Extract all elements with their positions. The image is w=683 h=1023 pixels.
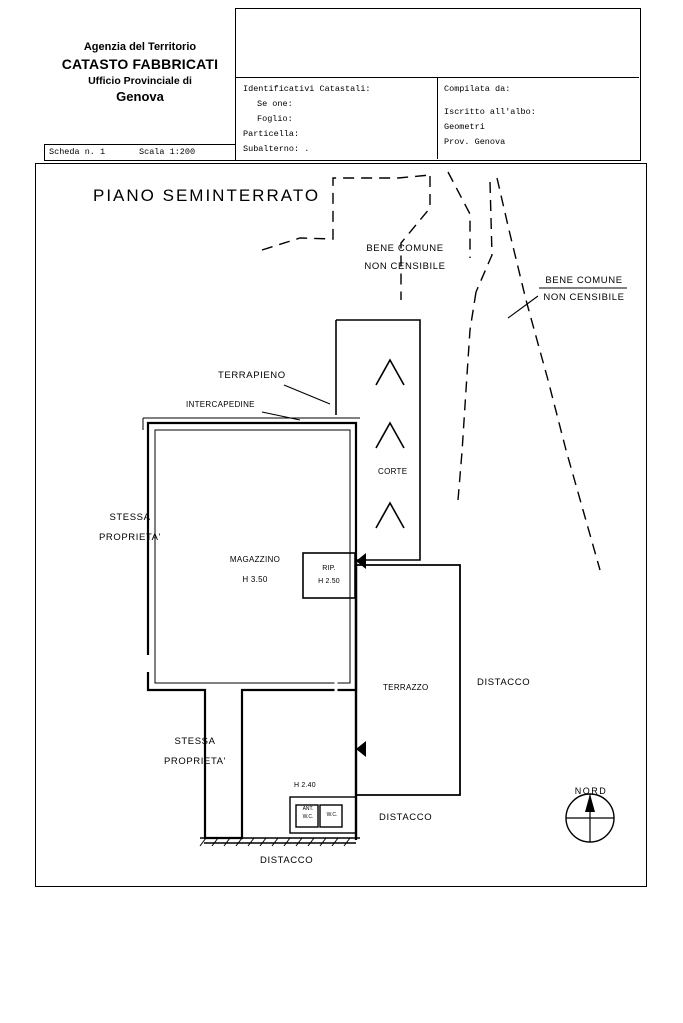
stessa-proprieta-1-line1: STESSA [109,512,151,523]
terrazzo-outline [356,565,460,795]
scala-value: Scala 1:200 [139,147,196,157]
distacco-bottom-right-label: DISTACCO [379,812,433,823]
wc-right-label: W.C. [326,812,338,818]
terrazzo-label: TERRAZZO [383,683,429,692]
terrapieno-label: TERRAPIENO [218,370,286,381]
intercapedine-lines [143,418,360,683]
office-label: Ufficio Provinciale di [88,74,192,87]
distacco-bottom-label: DISTACCO [260,855,314,866]
stessa-proprieta-label-2 [140,736,250,767]
stessa-proprieta-label-1 [75,512,185,543]
catasto-title: CATASTO FABBRICATI [61,55,219,72]
stessa-proprieta-2-line2: PROPRIETA' [163,756,226,767]
distacco-right-label: DISTACCO [477,677,531,688]
bene-comune-label-1 [350,243,460,272]
bene-comune-1-line2: NON CENSIBILE [364,261,446,272]
sezione-label: Se one: [257,98,293,109]
subalterno-label: Subalterno: . [243,143,310,154]
particella-label: Particella: [243,128,300,139]
iscritto-albo-label: Iscritto all'albo: [444,106,536,117]
magazzino-door-openings [148,655,336,694]
stessa-proprieta-2-line1: STESSA [174,736,216,747]
nord-label: NORD [574,786,608,796]
corte-slope-chevrons [376,360,404,528]
scheda-number: Scheda n. 1 [49,147,106,157]
boundary-dashed-lines [262,172,600,570]
rip-height: H 2.50 [318,578,340,585]
magazzino-height: H 3.50 [242,575,268,584]
bene-comune-1-line1: BENE COMUNE [366,243,444,254]
plan-title: PIANO SEMINTERRATO [93,186,321,205]
intercapedine-label: INTERCAPEDINE [186,400,255,409]
bene-comune-label-2 [534,275,634,303]
agency-name: Agenzia del Territorio [83,41,197,53]
north-compass [566,794,614,842]
access-arrows [356,553,366,757]
ant-label: ANT. [302,806,314,812]
magazzino-walls [148,423,356,838]
bene-comune-2-line1: BENE COMUNE [545,275,623,286]
bene-comune-2-line2: NON CENSIBILE [543,292,625,303]
ant-wc-label [298,806,318,821]
identificativi-title: Identificativi Catastali: [243,84,371,94]
prov-label: Prov. Genova [444,136,506,147]
label-leader-lines [262,288,627,420]
compilata-title: Compilata da: [444,84,511,94]
stessa-proprieta-1-line2: PROPRIETA' [98,532,161,543]
rip-name: RIP. [322,565,336,572]
bottom-hatching [200,838,350,846]
foglio-label: Foglio: [257,113,293,124]
geometri-label: Geometri [444,121,485,132]
office-city: Genova [116,88,164,104]
wc-left-label: W.C. [302,813,314,820]
h240-label: H 2.40 [294,782,316,789]
magazzino-name: MAGAZZINO [229,555,281,564]
corte-label: CORTE [378,467,408,476]
rip-label [307,565,351,585]
magazzino-label [200,555,310,584]
